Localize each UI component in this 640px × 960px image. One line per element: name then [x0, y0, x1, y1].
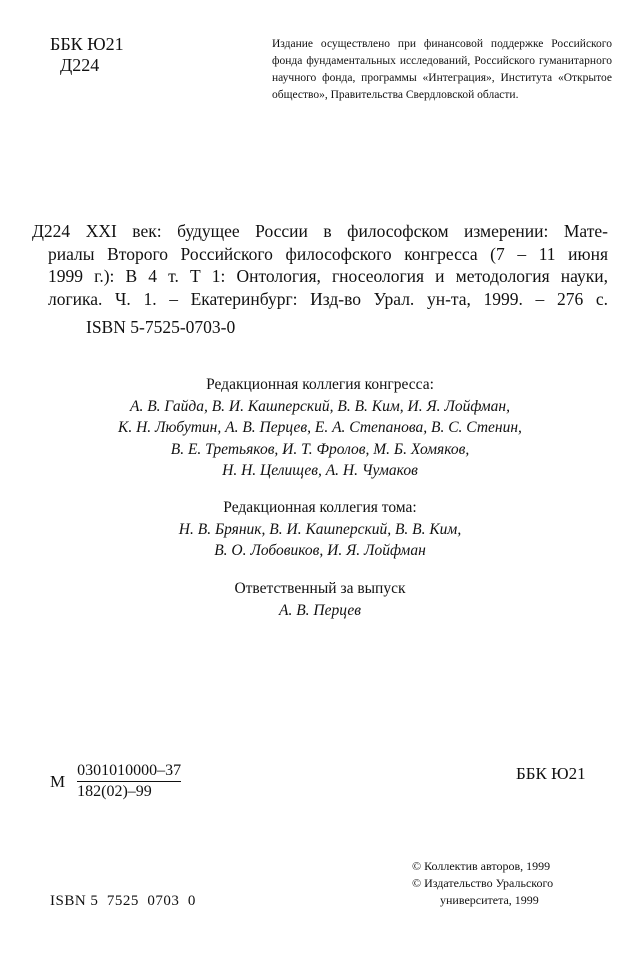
- biblio-line: Д224 XXI век: будущее России в философском измерении: Мате-: [32, 221, 608, 241]
- responsible-heading: Ответственный за выпуск: [234, 580, 406, 597]
- volume-board-heading: Редакционная коллегия тома:: [223, 499, 417, 516]
- congress-editorial-board: [0, 374, 640, 482]
- bbk-code: ББК Ю21: [50, 34, 124, 54]
- board-members-line: К. Н. Любутин, А. В. Перцев, Е. А. Степанова, В. С. Стенин,: [118, 419, 522, 436]
- board-members-line: Н. Н. Целищев, А. Н. Чумаков: [222, 462, 418, 479]
- copyright-line: © Коллектив авторов, 1999: [412, 859, 551, 873]
- biblio-line: 1999 г.): В 4 т. Т 1: Онтология, гносеология и методология науки,: [48, 266, 608, 286]
- bibliographic-record: [32, 220, 608, 310]
- biblio-line: риалы Второго Российского философского конгресса (7 – 11 июня: [48, 243, 608, 264]
- responsible-name: А. В. Перцев: [278, 601, 361, 619]
- code-denominator: 182(02)–99: [77, 783, 152, 800]
- isbn-bottom: ISBN 5 7525 0703 0: [50, 893, 196, 909]
- copyright-block: [412, 858, 612, 909]
- publication-code: [50, 762, 181, 801]
- board-members-line: В. О. Лобовиков, И. Я. Лойфман: [214, 542, 426, 559]
- board-members-line: А. В. Гайда, В. И. Кашперский, В. В. Ким, И. Я. Лойфман,: [130, 397, 510, 415]
- congress-board-heading: Редакционная коллегия конгресса:: [206, 376, 434, 393]
- copyright-line: © Издательство Уральского: [412, 876, 554, 890]
- code-numerator: 0301010000–37: [77, 762, 181, 782]
- code-letter: М: [50, 771, 66, 791]
- code-fraction: [77, 762, 181, 801]
- responsible-editor: [0, 578, 640, 621]
- biblio-line: логика. Ч. 1. – Екатеринбург: Изд-во Урал. ун-та, 1999. – 276 с.: [48, 288, 608, 309]
- bbk-index-top: [50, 34, 124, 76]
- copyright-line: университета, 1999: [440, 893, 539, 907]
- author-mark: Д224: [60, 55, 100, 75]
- board-members-line: Н. В. Бряник, В. И. Кашперский, В. В. Ким,: [178, 520, 462, 538]
- bbk-code-right: ББК Ю21: [516, 764, 586, 783]
- board-members-line: В. Е. Третьяков, И. Т. Фролов, М. Б. Хомяков,: [170, 440, 470, 458]
- funding-note: Издание осуществлено при финансовой поддержке Российского фонда фундаментальных исследований, Российского гуманитарного научного фонда, программы «Интеграция», Института «Открытое общество», Правительства Свердловской области.: [272, 38, 612, 101]
- isbn-main: ISBN 5-7525-0703-0: [86, 317, 236, 337]
- volume-editorial-board: [0, 497, 640, 562]
